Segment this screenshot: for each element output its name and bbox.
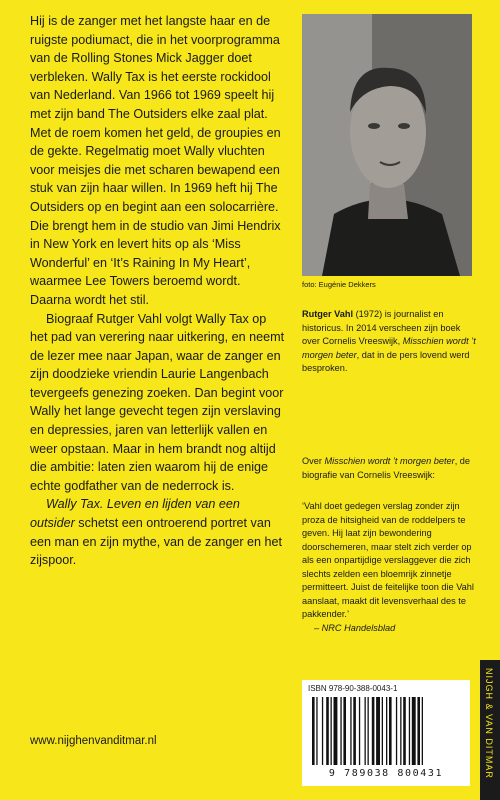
review-intro-rest: , de biografie van Cornelis Vreeswijk: <box>302 456 471 480</box>
review-intro <box>302 455 480 482</box>
blurb-paragraph-3 <box>30 495 285 569</box>
publisher-logo <box>480 660 500 800</box>
photo-caption: foto: Eugénie Dekkers <box>302 280 376 289</box>
isbn-label: ISBN 978-90-388-0043-1 <box>308 684 398 693</box>
bio-text-1: (1972) is journalist en historicus. In 2014 verscheen zijn boek over Cornelis Vreeswijk, <box>302 309 461 346</box>
barcode-bars <box>312 697 462 767</box>
author-photo <box>302 14 472 276</box>
review-quote <box>302 500 482 635</box>
blurb-paragraph-2: Biograaf Rutger Vahl volgt Wally Tax op het pad van verering naar uitkering, en neemt de lezer mee naar Japan, waar de zanger en zijn doodzieke vriendin Laurie Langenbach tevergeefs genezing zoeken. Dan begint voor Wally het lange gevecht tegen zijn verslaving en depressies, jaren van letterlijk vallen en weer opstaan. Maar in hem brandt nog altijd die ambitie: laten zien waarom hij de enige echte godfather van de nederrock is. <box>30 311 285 493</box>
blurb-paragraph-1: Hij is de zanger met het langste haar en de ruigste podiumact, die in het voorprogramma van de Rolling Stones Mick Jagger doet verbleken. Wally Tax is het eerste rockidool van Nederland. Van 1966 tot 1969 speelt hij met zijn band The Outsiders elke zaal plat. Met de roem komen het geld, de groupies en de gekte. Regelmatig moet Wally vluchten voor meisjes die met scharen bewapend een stuk van zijn haar willen. In 1969 heft hij The Outsiders op en begint aan een solocarrière. Die brengt hem in de studio van Jimi Hendrix in New York en levert hits op als ‘Miss Wonderful’ en ‘It’s Raining In My Heart’, waarmee Lee Towers beroemd wordt. Daarna wordt het stil. <box>30 14 281 307</box>
review-source: – NRC Handelsblad <box>314 622 396 633</box>
publisher-url[interactable]: www.nijghenvanditmar.nl <box>30 735 157 747</box>
review-intro-over: Over <box>302 456 325 466</box>
author-name: Rutger Vahl <box>302 309 354 319</box>
back-cover-blurb <box>30 12 285 570</box>
isbn-barcode <box>302 680 470 786</box>
author-bio <box>302 308 480 376</box>
bio-book-title: Misschien wordt ’t morgen beter <box>302 336 476 360</box>
blurb-paragraph-3-rest: schetst een ontroerend portret van een man en zijn mythe, van de zanger en het zijspoor. <box>30 516 283 568</box>
publisher-logo-text: NIJGH & VAN DITMAR <box>484 668 494 779</box>
book-title: Wally Tax. Leven en lijden van een outsider <box>30 497 240 531</box>
isbn-digits: 9 789038 800431 <box>328 768 444 779</box>
bio-text-2: , dat in de pers lovend werd besproken. <box>302 349 470 373</box>
review-quote-text: ‘Vahl doet gedegen verslag zonder zijn proza de hitsigheid van de roddelpers te geven. Hij laat zijn bewondering doorschemeren, maar stelt zich verder op als een onpartijdige verslaggever die zich slechts zelden een bloemrijk zinnetje permitteert. Juist de feitelijke toon die Vahl aanslaat, maakt dit levensverhaal des te pakkender.’ <box>302 501 474 619</box>
review-intro-book: Misschien wordt ’t morgen beter <box>324 456 455 466</box>
